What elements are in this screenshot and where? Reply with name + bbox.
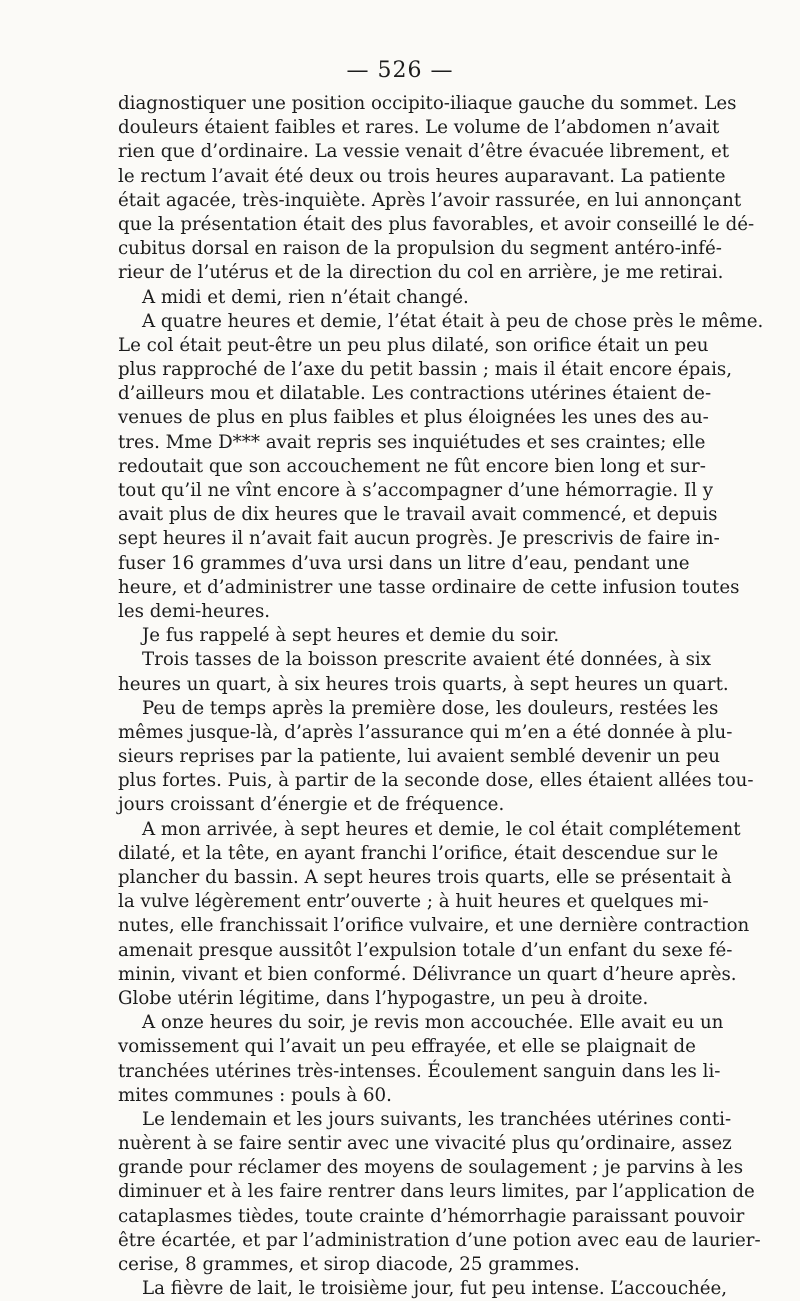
- text-line: avait plus de dix heures que le travail avait commencé, et depuis: [118, 504, 718, 526]
- text-line: la vulve légèrement entr’ouverte ; à huit heures et quelques mi-: [118, 891, 709, 913]
- text-line: le rectum l’avait été deux ou trois heures auparavant. La patiente: [118, 165, 726, 187]
- text-line: tranchées utérines très-intenses. Écoulement sanguin dans les li-: [118, 1060, 721, 1082]
- text-line: être écartée, et par l’administration d’une potion avec eau de laurier-: [118, 1229, 761, 1251]
- text-line: venues de plus en plus faibles et plus éloignées les unes des au-: [118, 407, 709, 429]
- text-line: diminuer et à les faire rentrer dans leurs limites, par l’application de: [118, 1181, 755, 1203]
- text-line: heures un quart, à six heures trois quarts, à sept heures un quart.: [118, 673, 729, 695]
- text-line: mêmes jusque-là, d’après l’assurance qui m’en a été donnée à plu-: [118, 721, 733, 743]
- text-line: A mon arrivée, à sept heures et demie, le col était complétement: [142, 818, 741, 840]
- text-line: Je fus rappelé à sept heures et demie du soir.: [142, 625, 560, 647]
- text-line: mites communes : pouls à 60.: [118, 1084, 392, 1106]
- text-line: était agacée, très-inquiète. Après l’avoir rassurée, en lui annonçant: [118, 189, 742, 211]
- text-line: cataplasmes tièdes, toute crainte d’hémorrhagie paraissant pouvoir: [118, 1205, 745, 1227]
- text-line: cubitus dorsal en raison de la propulsion du segment antéro-infé-: [118, 238, 722, 260]
- text-line: A onze heures du soir, je revis mon accouchée. Elle avait eu un: [142, 1012, 724, 1034]
- text-line: Le col était peut-être un peu plus dilaté, son orifice était un peu: [118, 334, 709, 356]
- text-line: que la présentation était des plus favorables, et avoir conseillé le dé-: [118, 213, 755, 235]
- text-line: les demi-heures.: [118, 600, 271, 622]
- text-line: plancher du bassin. A sept heures trois quarts, elle se présentait à: [118, 867, 732, 888]
- text-line: tout qu’il ne vînt encore à s’accompagner d’une hémorragie. Il y: [118, 480, 713, 501]
- text-line: vomissement qui l’avait un peu effrayée, et elle se plaignait de: [118, 1036, 696, 1058]
- text-line: rieur de l’utérus et de la direction du col en arrière, je me retirai.: [118, 262, 724, 284]
- text-line: nutes, elle franchissait l’orifice vulvaire, et une dernière contraction: [118, 915, 750, 937]
- text-line: tres. Mme D*** avait repris ses inquiétudes et ses craintes; elle: [118, 431, 706, 453]
- text-line: amenait presque aussitôt l’expulsion totale d’un enfant du sexe fé-: [118, 939, 733, 961]
- text-line: Peu de temps après la première dose, les douleurs, restées les: [142, 697, 719, 719]
- text-line: cerise, 8 grammes, et sirop diacode, 25 grammes.: [118, 1254, 580, 1275]
- text-line: plus fortes. Puis, à partir de la seconde dose, elles étaient allées tou-: [118, 770, 754, 792]
- text-line: Trois tasses de la boisson prescrite avaient été données, à six: [142, 649, 711, 671]
- body-text: [118, 92, 764, 1301]
- text-line: Le lendemain et les jours suivants, les tranchées utérines conti-: [142, 1108, 732, 1130]
- text-line: grande pour réclamer des moyens de soulagement ; je parvins à les: [118, 1157, 744, 1179]
- text-line: plus rapproché de l’axe du petit bassin ; mais il était encore épais,: [118, 359, 733, 381]
- page-number: — 526 —: [346, 58, 454, 83]
- text-line: minin, vivant et bien conformé. Délivrance un quart d’heure après.: [118, 963, 737, 985]
- text-line: La fièvre de lait, le troisième jour, fut peu intense. L’accouchée,: [142, 1278, 728, 1300]
- text-line: douleurs étaient faibles et rares. Le volume de l’abdomen n’avait: [118, 117, 720, 139]
- text-line: jours croissant d’énergie et de fréquence.: [118, 794, 505, 816]
- text-line: A quatre heures et demie, l’état était à peu de chose près le même.: [142, 310, 764, 332]
- text-line: redoutait que son accouchement ne fût encore bien long et sur-: [118, 455, 706, 477]
- text-line: fuser 16 grammes d’uva ursi dans un litre d’eau, pendant une: [118, 552, 690, 574]
- text-line: sieurs reprises par la patiente, lui avaient semblé devenir un peu: [118, 746, 720, 768]
- text-line: heure, et d’administrer une tasse ordinaire de cette infusion toutes: [118, 576, 740, 598]
- text-line: sept heures il n’avait fait aucun progrès. Je prescrivis de faire in-: [118, 528, 720, 550]
- text-line: d’ailleurs mou et dilatable. Les contractions utérines étaient de-: [118, 383, 712, 405]
- text-line: nuèrent à se faire sentir avec une vivacité plus qu’ordinaire, assez: [118, 1133, 732, 1155]
- text-line: rien que d’ordinaire. La vessie venait d’être évacuée librement, et: [118, 141, 730, 163]
- text-line: dilaté, et la tête, en ayant franchi l’orifice, était descendue sur le: [118, 842, 719, 864]
- text-line: diagnostiquer une position occipito-iliaque gauche du sommet. Les: [118, 93, 737, 114]
- text-line: A midi et demi, rien n’était changé.: [142, 286, 469, 308]
- text-line: Globe utérin légitime, dans l’hypogastre, un peu à droite.: [118, 987, 649, 1009]
